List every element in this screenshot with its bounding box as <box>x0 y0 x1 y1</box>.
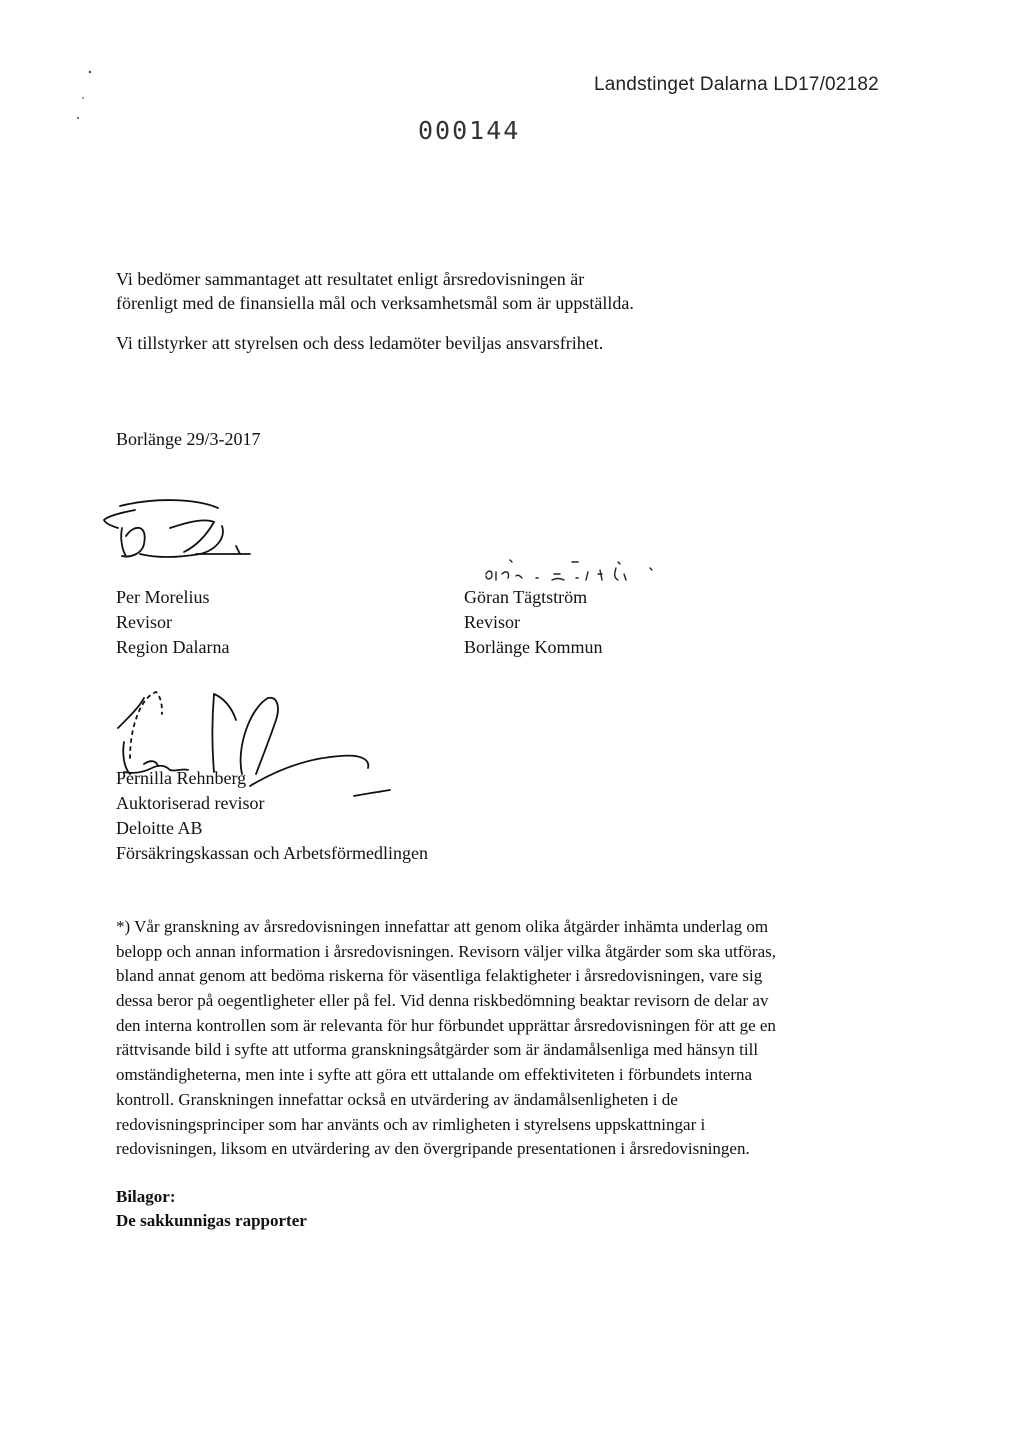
signatory-organization: Region Dalarna <box>116 637 230 657</box>
statement-line-2: förenligt med de finansiella mål och verksamhetsmål som är uppställda. <box>116 293 634 313</box>
page-stamp-number: 000144 <box>418 116 521 145</box>
scan-specks <box>50 55 110 185</box>
signatory-block-goran-tagtstrom <box>464 585 602 660</box>
footnote-line: kontroll. Granskningen innefattar också en utvärdering av ändamålsenligheten i de <box>116 1089 678 1109</box>
signatory-name: Göran Tägtström <box>464 587 588 607</box>
footnote-line: den interna kontrollen som är relevanta för hur förbundet upprättar årsredovisningen för att ge en <box>116 1015 776 1035</box>
signatory-organization: Försäkringskassan och Arbetsförmedlingen <box>116 843 428 863</box>
footnote-line: redovisningen, liksom en utvärdering av den övergripande presentationen i årsredovisningen. <box>116 1139 750 1159</box>
statement-line-3: Vi tillstyrker att styrelsen och dess ledamöter beviljas ansvarsfrihet. <box>116 333 604 353</box>
footnote-line: *) Vår granskning av årsredovisningen innefattar att genom olika åtgärder inhämta underlag om <box>116 917 769 936</box>
attachments-label: Bilagor: <box>116 1187 176 1206</box>
footnote-line: dessa beror på oegentligheter eller på fel. Vid denna riskbedömning beaktar revisorn de delar av <box>116 991 769 1011</box>
signature-per-morelius <box>100 488 260 573</box>
signatory-title: Revisor <box>464 612 520 632</box>
attachments-item: De sakkunnigas rapporter <box>116 1211 307 1230</box>
signatory-firm: Deloitte AB <box>116 818 203 838</box>
signatory-name: Per Morelius <box>116 587 210 607</box>
statement-line-1: Vi bedömer sammantaget att resultatet enligt årsredovisningen är <box>116 269 585 289</box>
signatory-organization: Borlänge Kommun <box>464 637 603 657</box>
signatory-block-pernilla-rehnberg <box>116 766 428 866</box>
footnote-line: belopp och annan information i årsredovisningen. Revisorn väljer vilka åtgärder som ska utföras, <box>116 941 776 961</box>
signatory-title: Auktoriserad revisor <box>116 793 265 813</box>
audit-footnote <box>116 915 906 1162</box>
attachments-section <box>116 1185 307 1233</box>
footnote-line: omständigheterna, men inte i syfte att göra ett uttalande om effektiviteten i förbundets interna <box>116 1065 753 1085</box>
signatory-name: Pernilla Rehnberg <box>116 768 247 788</box>
footnote-line: rättvisande bild i syfte att utforma granskningsåtgärder som är ändamålsenliga med hänsyn till <box>116 1040 759 1060</box>
footnote-line: redovisningsprinciper som har använts och av rimligheten i styrelsens uppskattningar i <box>116 1114 706 1134</box>
place-date: Borlänge 29/3-2017 <box>116 429 261 449</box>
signatory-block-per-morelius <box>116 585 229 660</box>
footnote-line: bland annat genom att bedöma riskerna för väsentliga felaktigheter i årsredovisningen, vare sig <box>116 966 763 986</box>
document-reference: Landstinget Dalarna LD17/02182 <box>594 74 879 95</box>
signatory-title: Revisor <box>116 612 172 632</box>
signature-goran-tagtstrom <box>478 540 688 585</box>
